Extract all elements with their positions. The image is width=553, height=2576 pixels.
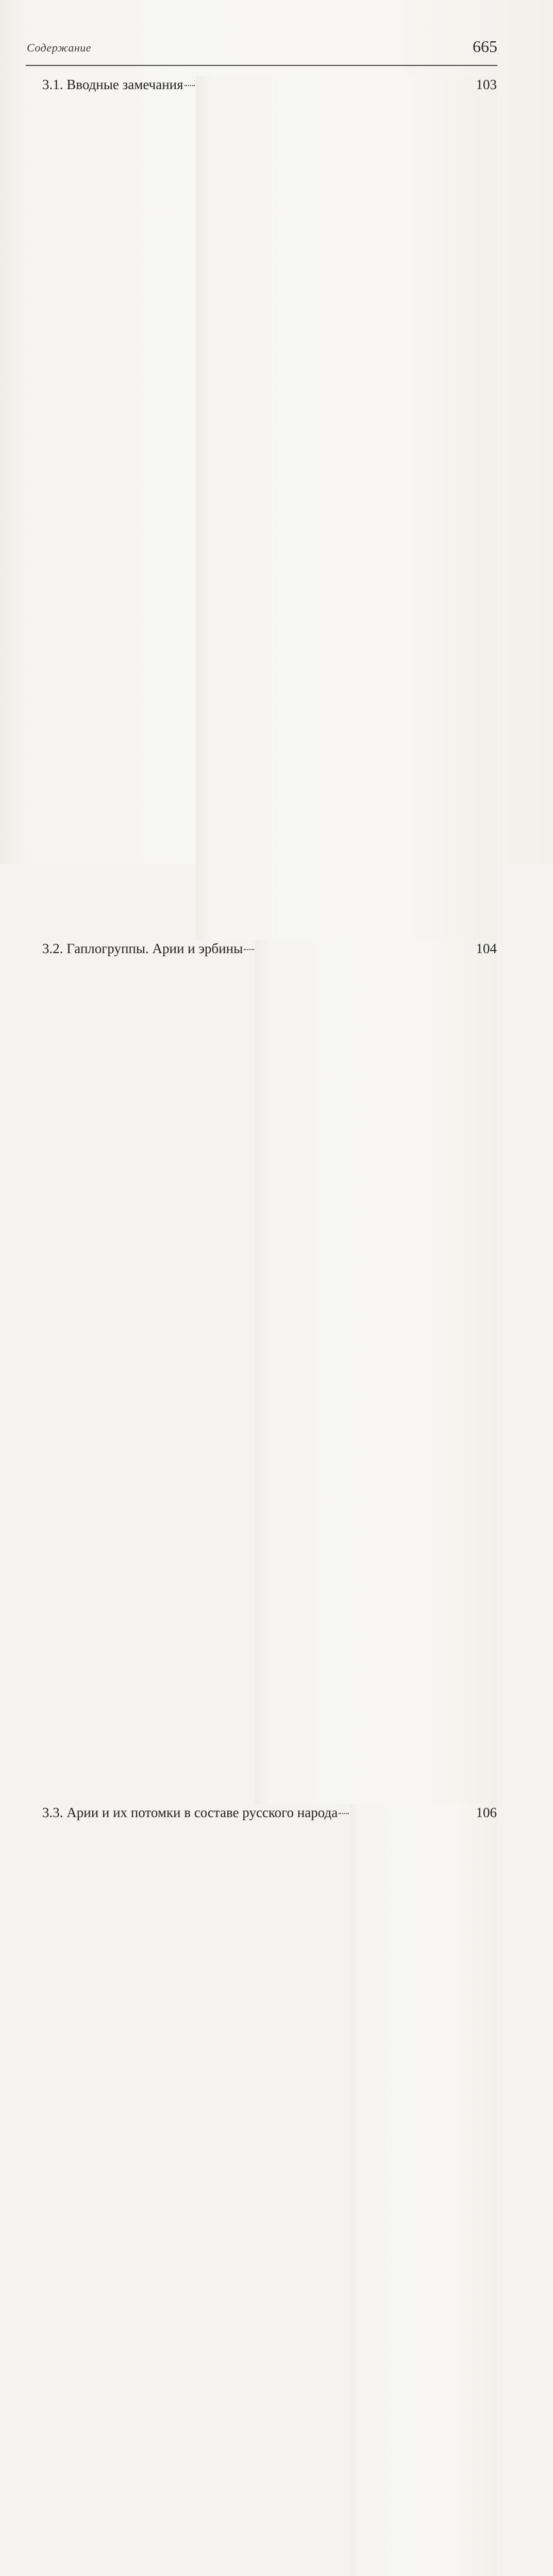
- toc-entry-text: 3.1. Вводные замечания: [42, 77, 183, 92]
- toc-page-number: 103: [196, 76, 497, 940]
- dot-leader: [244, 949, 254, 950]
- toc-page-number: 104: [255, 940, 497, 1804]
- toc-entry-last-line: [42, 1804, 497, 2576]
- toc-page-number: 106: [350, 1804, 497, 2576]
- header-rule: [26, 65, 497, 66]
- dot-leader: [185, 85, 195, 86]
- table-of-contents: [27, 76, 497, 2576]
- toc-entry-text: 3.2. Гаплогруппы. Арии и эрбины: [42, 941, 243, 956]
- toc-section-entry: [27, 1804, 497, 2576]
- toc-entry-title: [42, 940, 243, 958]
- toc-entry-title: [42, 76, 183, 94]
- toc-section-entry: [27, 76, 497, 940]
- dot-leader: [339, 1813, 349, 1814]
- running-title: Содержание: [27, 41, 92, 54]
- toc-entry-last-line: [42, 76, 497, 940]
- toc-entry-title: [42, 1804, 338, 1822]
- page-number: 665: [473, 37, 497, 56]
- toc-entry-last-line: [42, 940, 497, 1804]
- toc-entry-text: 3.3. Арии и их потомки в составе русского народа: [42, 1805, 338, 1820]
- toc-section-entry: [27, 940, 497, 1804]
- running-head: [27, 35, 497, 63]
